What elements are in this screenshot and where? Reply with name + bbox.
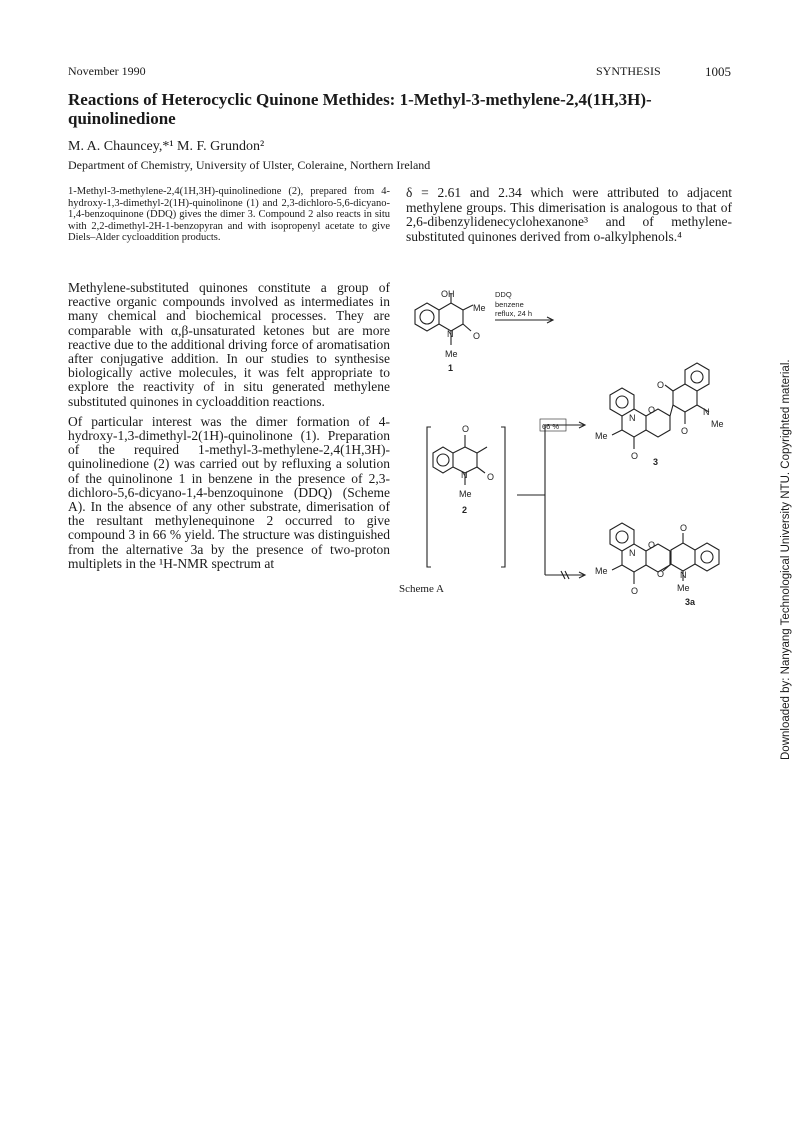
yield-label: 66 % [542, 422, 560, 431]
compound-1-benzene-ring [415, 303, 439, 331]
reagent-ddq: DDQ [495, 290, 512, 299]
compound-1-o-label: O [473, 331, 481, 341]
compound-3-o3-label: O [648, 405, 656, 415]
download-notice [780, 359, 794, 760]
running-head-journal: SYNTHESIS [596, 64, 661, 78]
compound-1-number: 1 [448, 363, 454, 373]
compound-3a-me-label: Me [595, 566, 608, 576]
compound-2-n-label: N [461, 470, 468, 480]
compound-2-number: 2 [462, 505, 468, 515]
bracket-right [501, 427, 505, 567]
body-text [68, 281, 390, 577]
compound-3a-benzene-ring-b [695, 543, 719, 571]
bracket-left [427, 427, 431, 567]
compound-3-o4-label: O [681, 426, 689, 436]
reagent-conditions: reflux, 24 h [495, 309, 533, 318]
compound-3a-benzene-ring-a [610, 523, 634, 551]
authors: M. A. Chauncey,*¹ M. F. Grundon² [68, 139, 265, 154]
compound-1-pyridone-ring [439, 303, 463, 331]
article-title: Reactions of Heterocyclic Quinone Methides: 1-Methyl-3-methylene-2,4(1H,3H)-quinolinedione [68, 90, 652, 128]
compound-1-oh-label: OH [441, 289, 455, 299]
compound-3a-o-label: O [631, 586, 639, 596]
compound-3a-o3-label: O [680, 523, 688, 533]
compound-3a-n-label: N [629, 548, 636, 558]
body-paragraph-2: Of particular interest was the dimer formation of 4-hydroxy-1,3-dimethyl-2(1H)-quinolinone (1). Preparation of the required 1-methyl-3-methylene-2,4(1H,3H)-quinolinedione (2) was carried out by refluxing a solution of the quinolinone 1 in benzene in the presence of 2,3-dichloro-5,6-dicyano-1,4-benzoquinone (DDQ) (Scheme A). In the absence of any other substrate, dimerisation of the resultant methylenequinone 2 occurred to give compound 3 in 66 % yield. The structure was distinguished from the alternative 3a by the presence of two-proton multiplets in the ¹H-NMR spectrum at [68, 413, 390, 571]
scheme-a-diagram [395, 275, 740, 605]
compound-2-me-label: Me [459, 489, 472, 499]
compound-3a-o2-label: O [648, 540, 656, 550]
compound-3a-me2-label: Me [677, 583, 690, 593]
compound-3-benzene-ring-b [685, 363, 709, 391]
compound-3-n2-label: N [703, 407, 710, 417]
compound-3a-n2-label: N [680, 570, 687, 580]
compound-2-o-label: O [462, 424, 470, 434]
affiliation: Department of Chemistry, University of Ulster, Coleraine, Northern Ireland [68, 158, 431, 172]
compound-3a-number: 3a [685, 597, 696, 605]
page-number: 1005 [705, 64, 731, 79]
running-head-date: November 1990 [68, 64, 146, 78]
body-paragraph-1: Methylene-substituted quinones constitute a group of reactive organic compounds involved as intermediates in many chemical and biochemical processes. They are comparable with α,β-unsaturated ketones but are more reactive due to the additional driving force of aromatisation after conjugative addition. In our studies to synthesise biologically active molecules, it was felt appropriate to explore the reactivity of in situ generated methylene substituted quinones in cycloaddition reactions. [68, 280, 390, 409]
compound-3-me-label: Me [595, 431, 608, 441]
compound-2-benzene-ring [433, 447, 453, 473]
compound-1-me-label: Me [473, 303, 486, 313]
compound-3-benzene-ring-a [610, 388, 634, 416]
compound-1-nme-label: Me [445, 349, 458, 359]
abstract: 1-Methyl-3-methylene-2,4(1H,3H)-quinolinedione (2), prepared from 4-hydroxy-1,3-dimethyl-2(1H)-quinolinone (1) and 2,3-dichloro-5,6-dicyano-1,4-benzoquinone (DDQ) gives the dimer 3. Compound 2 also reacts in situ with 2,2-dimethyl-2H-1-benzopyran and with isopropenyl acetate to give Diels–Alder cycloaddition products. [68, 186, 390, 244]
reagent-benzene: benzene [495, 300, 524, 309]
compound-3-n-label: N [629, 413, 636, 423]
scheme-caption: Scheme A [399, 583, 444, 595]
compound-3-o-label: O [631, 451, 639, 461]
compound-3-o2-label: O [657, 380, 665, 390]
compound-3-number: 3 [653, 457, 659, 467]
compound-1-n-label: N [447, 329, 454, 339]
compound-3-me2-label: Me [711, 419, 724, 429]
right-column-text: δ = 2.61 and 2.34 which were attributed to adjacent methylene groups. This dimerisation is analogous to that of 2,6-dibenzylidenecyclohexanone³ and of methylene-substituted quinones derived from o-alkylphenols.⁴ [406, 185, 732, 244]
compound-3a-o4-label: O [657, 569, 665, 579]
compound-2-o2-label: O [487, 472, 495, 482]
download-notice-text: Downloaded by: Nanyang Technological University NTU. Copyrighted material. [780, 359, 792, 760]
